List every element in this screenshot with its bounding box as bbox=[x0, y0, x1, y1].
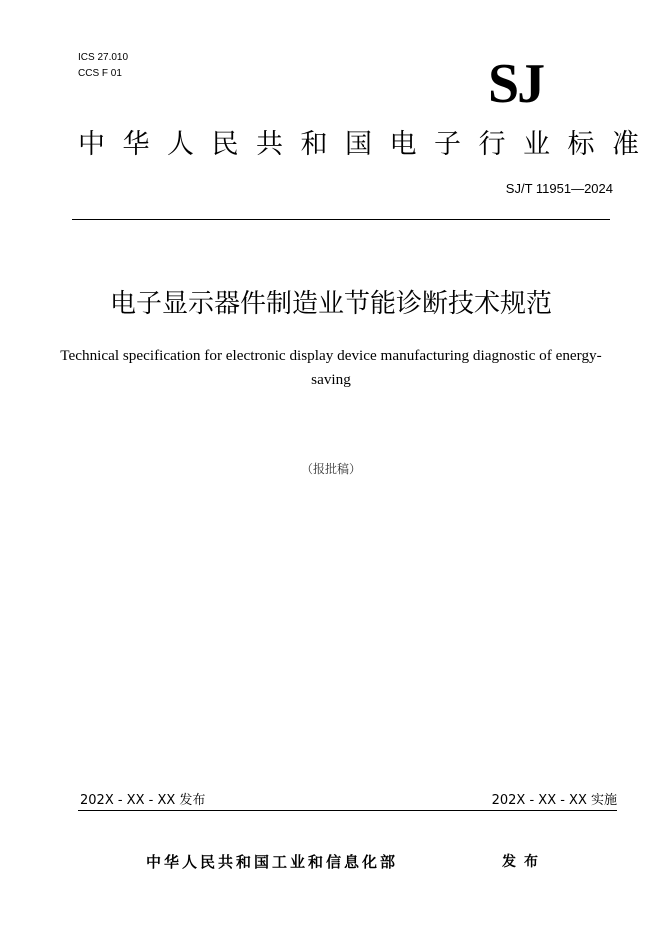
ics-code: ICS 27.010 bbox=[78, 52, 129, 63]
footer-divider bbox=[78, 810, 617, 811]
release-date: 202X - XX - XX 发布 bbox=[80, 793, 206, 808]
industry-standard-title: 中华人民共和国电子行业标准 bbox=[78, 129, 657, 160]
issue-label: 发布 bbox=[502, 854, 546, 870]
sj-logo: SJ bbox=[488, 53, 544, 115]
header-divider bbox=[72, 219, 610, 220]
document-title-chinese: 电子显示器件制造业节能诊断技术规范 bbox=[109, 289, 552, 319]
classification-codes bbox=[78, 50, 128, 82]
standard-number: SJ/T 11951—2024 bbox=[505, 181, 613, 196]
document-title-english: Technical specification for electronic display device manufacturing diagnostic of energy-saving bbox=[60, 347, 602, 388]
issuing-authority: 中华人民共和国工业和信息化部 bbox=[146, 853, 399, 871]
draft-stage-label: （报批稿） bbox=[300, 462, 361, 476]
ccs-code: CCS F 01 bbox=[78, 68, 122, 79]
implementation-date: 202X - XX - XX 实施 bbox=[491, 793, 617, 808]
